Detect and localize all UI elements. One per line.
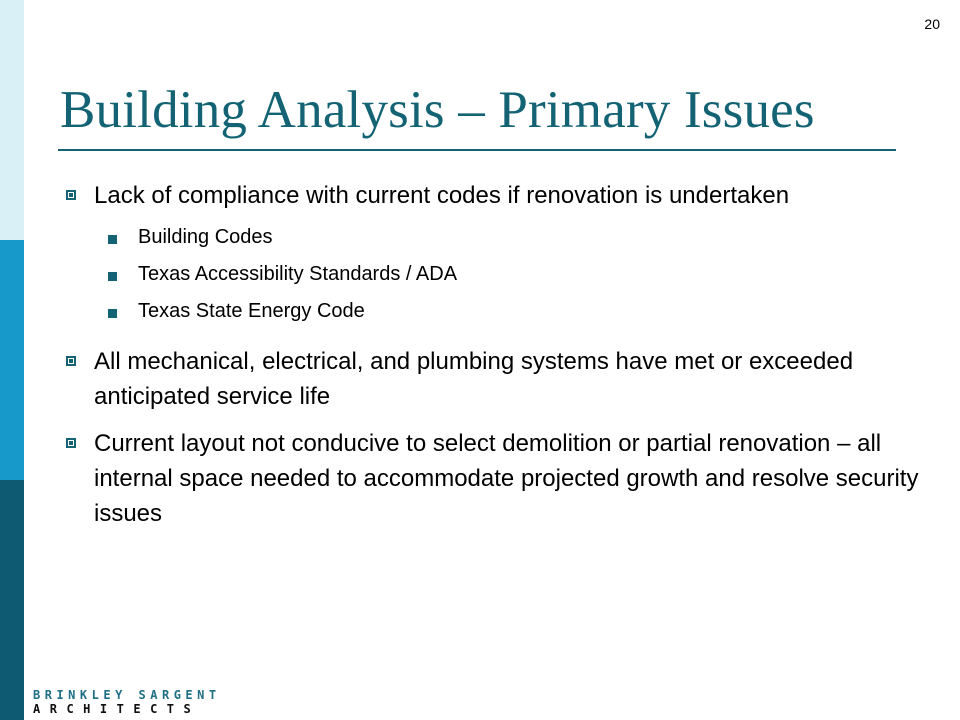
bullet-text: Current layout not conducive to select demolition or partial renovation – all internal space needed to accommodate projected growth and resolve security issues <box>94 430 919 527</box>
side-band-dark <box>0 480 24 720</box>
filled-square-bullet-icon <box>108 272 117 281</box>
side-band-mid <box>0 240 24 480</box>
slide-number: 20 <box>924 16 940 32</box>
bullet-item <box>60 344 930 414</box>
bullet-text: All mechanical, electrical, and plumbing systems have met or exceeded anticipated service life <box>94 348 854 410</box>
square-bullet-icon <box>66 356 76 366</box>
slide-title: Building Analysis – Primary Issues <box>60 81 815 139</box>
logo-line-1: BRINKLEY SARGENT <box>33 688 221 702</box>
bullet-text: Lack of compliance with current codes if renovation is undertaken <box>94 182 790 209</box>
square-bullet-icon <box>66 438 76 448</box>
filled-square-bullet-icon <box>108 235 117 244</box>
bullet-item <box>60 426 930 531</box>
filled-square-bullet-icon <box>108 309 117 318</box>
square-bullet-icon <box>66 190 76 200</box>
bullet-item <box>60 178 930 213</box>
sub-bullet-item <box>60 293 930 330</box>
title-underline <box>58 149 896 151</box>
slide-content <box>60 178 930 531</box>
sub-bullet-text: Building Codes <box>138 226 273 248</box>
sub-bullet-text: Texas Accessibility Standards / ADA <box>138 263 458 285</box>
sub-bullet-text: Texas State Energy Code <box>138 300 365 322</box>
logo-line-2: ARCHITECTS <box>33 702 201 716</box>
sub-bullet-item <box>60 219 930 256</box>
side-band-light <box>0 0 24 240</box>
company-logo <box>33 688 221 716</box>
sub-bullet-item <box>60 256 930 293</box>
